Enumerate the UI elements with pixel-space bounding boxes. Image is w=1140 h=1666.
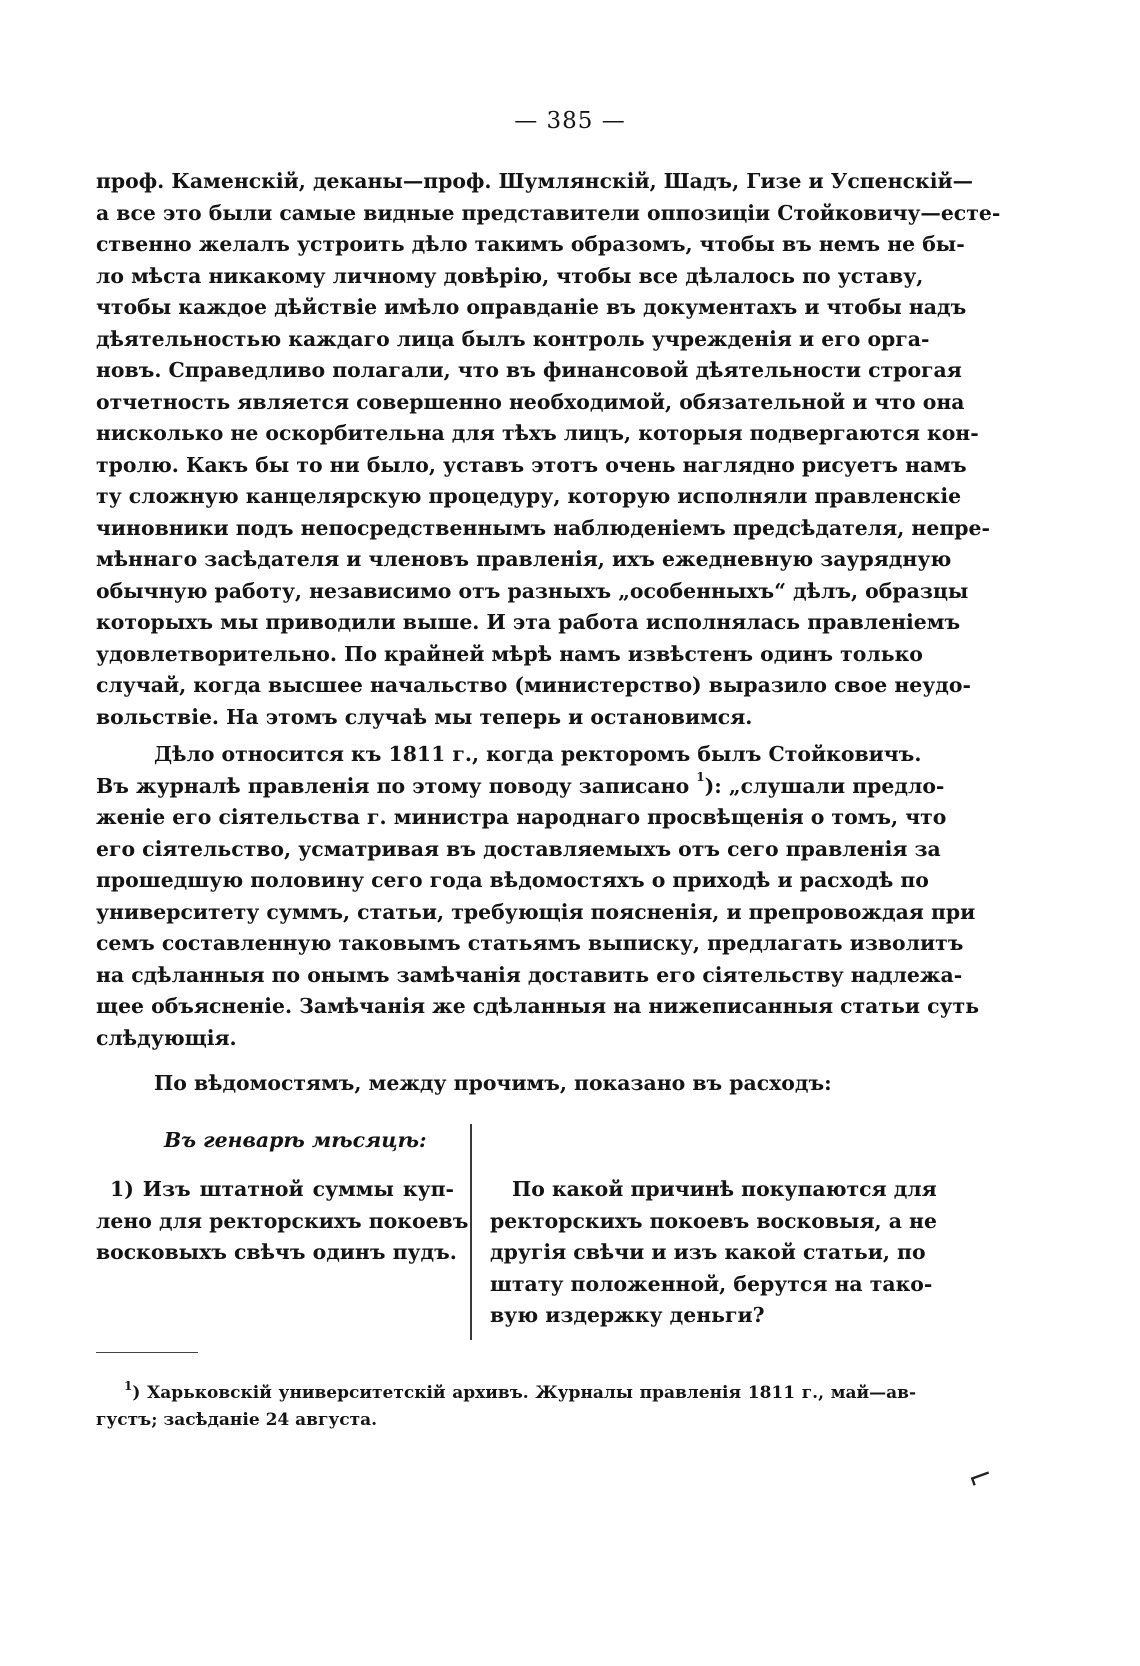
text-line: щее объясненіе. Замѣчанія же сдѣланныя на нижеписанныя статьи суть: [96, 994, 980, 1018]
paragraph-3: [96, 1068, 916, 1100]
text-line: женіе его сіятельства г. министра народнаго просвѣщенія о томъ, что: [96, 805, 947, 829]
footnote: [96, 1380, 916, 1434]
column-divider: [470, 1124, 472, 1340]
ink-mark-icon: ⌐: [962, 1456, 999, 1499]
text-line: ту сложную канцелярскую процедуру, которую исполняли правленскіе: [96, 484, 962, 508]
text-line: чтобы каждое дѣйствіе имѣло оправданіе въ документахъ и чтобы надъ: [96, 295, 967, 319]
footnote-line: густъ; засѣданіе 24 августа.: [96, 1410, 378, 1430]
text-line: штату положенной, берутся на тако-: [490, 1271, 933, 1296]
expense-entry: [96, 1174, 469, 1269]
text-line: отчетность является совершенно необходимой, обязательной и что она: [96, 389, 965, 414]
footnote-line: [96, 1380, 916, 1407]
text-line: вую издержку деньги?: [490, 1303, 765, 1327]
text-line: ственно желалъ устроить дѣло такимъ образомъ, чтобы въ немъ не бы-: [96, 232, 965, 256]
text-line: ло мѣста никакому личному довѣрію, чтобы все дѣлалось по уставу,: [96, 263, 924, 288]
text-line: По какой причинѣ покупаются для: [512, 1177, 937, 1201]
paragraph-2: [96, 739, 980, 1054]
text-line: на сдѣланныя по онымъ замѣчанія доставить его сіятельству надлежа-: [96, 962, 963, 987]
text-line: которыхъ мы приводили выше. И эта работа исполнялась правленіемъ: [96, 610, 961, 634]
text-line: вольствіе. На этомъ случаѣ мы теперь и остановимся.: [96, 704, 753, 729]
paragraph-1: [96, 166, 1001, 733]
text-line: Дѣло относится къ 1811 г., когда ректоромъ былъ Стойковичъ.: [154, 742, 922, 766]
ministry-remark: [490, 1174, 937, 1332]
text-line: чиновники подъ непосредственнымъ наблюденіемъ предсѣдателя, непре-: [96, 515, 990, 540]
text-line: случай, когда высшее начальство (министерство) выразило свое неудо-: [96, 673, 971, 697]
footnote-number: 1: [124, 1379, 133, 1393]
text-line: 1) Изъ штатной суммы куп-: [110, 1177, 454, 1201]
text-line: другія свѣчи и изъ какой статьи, по: [490, 1240, 926, 1264]
text-line: восковыхъ свѣчъ одинъ пудъ.: [96, 1240, 457, 1264]
text-line: мѣннаго засѣдателя и членовъ правленія, ихъ ежедневную заурядную: [96, 547, 952, 571]
text-line: дѣятельностью каждаго лица былъ контроль учрежденія и его орга-: [96, 326, 930, 351]
text-line: обычную работу, независимо отъ разныхъ „особенныхъ“ дѣлъ, образцы: [96, 578, 969, 603]
main-text: [96, 166, 1001, 1106]
footnote-rule: [96, 1352, 198, 1353]
text-line: проф. Каменскій, деканы—проф. Шумлянскій, Шадъ, Гизе и Успенскій—: [96, 169, 973, 193]
text-line: удовлетворительно. По крайней мѣрѣ намъ извѣстенъ одинъ только: [96, 641, 923, 666]
text-line: университету суммъ, статьи, требующія поясненія, и препровождая при: [96, 899, 976, 924]
month-heading: Въ генварѣ мѣсяцѣ:: [164, 1128, 427, 1152]
page-number: — 385 —: [514, 108, 626, 134]
text-line-with-footnote: [96, 769, 945, 803]
text-fragment: ): „слушали предло-: [704, 773, 945, 798]
text-line: новъ. Справедливо полагали, что въ финансовой дѣятельности строгая: [96, 358, 962, 382]
footnote-marker: 1: [696, 769, 705, 784]
text-line: его сіятельство, усматривая въ доставляемыхъ отъ сего правленія за: [96, 836, 941, 861]
text-line: тролю. Какъ бы то ни было, уставъ этотъ очень наглядно рисуетъ намъ: [96, 452, 967, 477]
text-line: нисколько не оскорбительна для тѣхъ лицъ, которыя подвергаются кон-: [96, 421, 979, 445]
text-line: слѣдующія.: [96, 1025, 237, 1050]
text-fragment: ) Харьковскій университетскій архивъ. Журналы правленія 1811 г., май—ав-: [132, 1383, 916, 1403]
text-line: ректорскихъ покоевъ восковыя, а не: [490, 1208, 937, 1233]
text-line: лено для ректорскихъ покоевъ: [96, 1208, 469, 1233]
text-line: а все это были самые видные представители оппозиціи Стойковичу—есте-: [96, 200, 1001, 225]
text-line: семъ составленную таковымъ статьямъ выписку, предлагать изволитъ: [96, 931, 964, 955]
text-line: прошедшую половину сего года вѣдомостяхъ о приходѣ и расходѣ по: [96, 868, 929, 892]
text-line: По вѣдомостямъ, между прочимъ, показано въ расходъ:: [154, 1071, 832, 1095]
text-fragment: Въ журналѣ правленія по этому поводу записано: [96, 773, 690, 798]
